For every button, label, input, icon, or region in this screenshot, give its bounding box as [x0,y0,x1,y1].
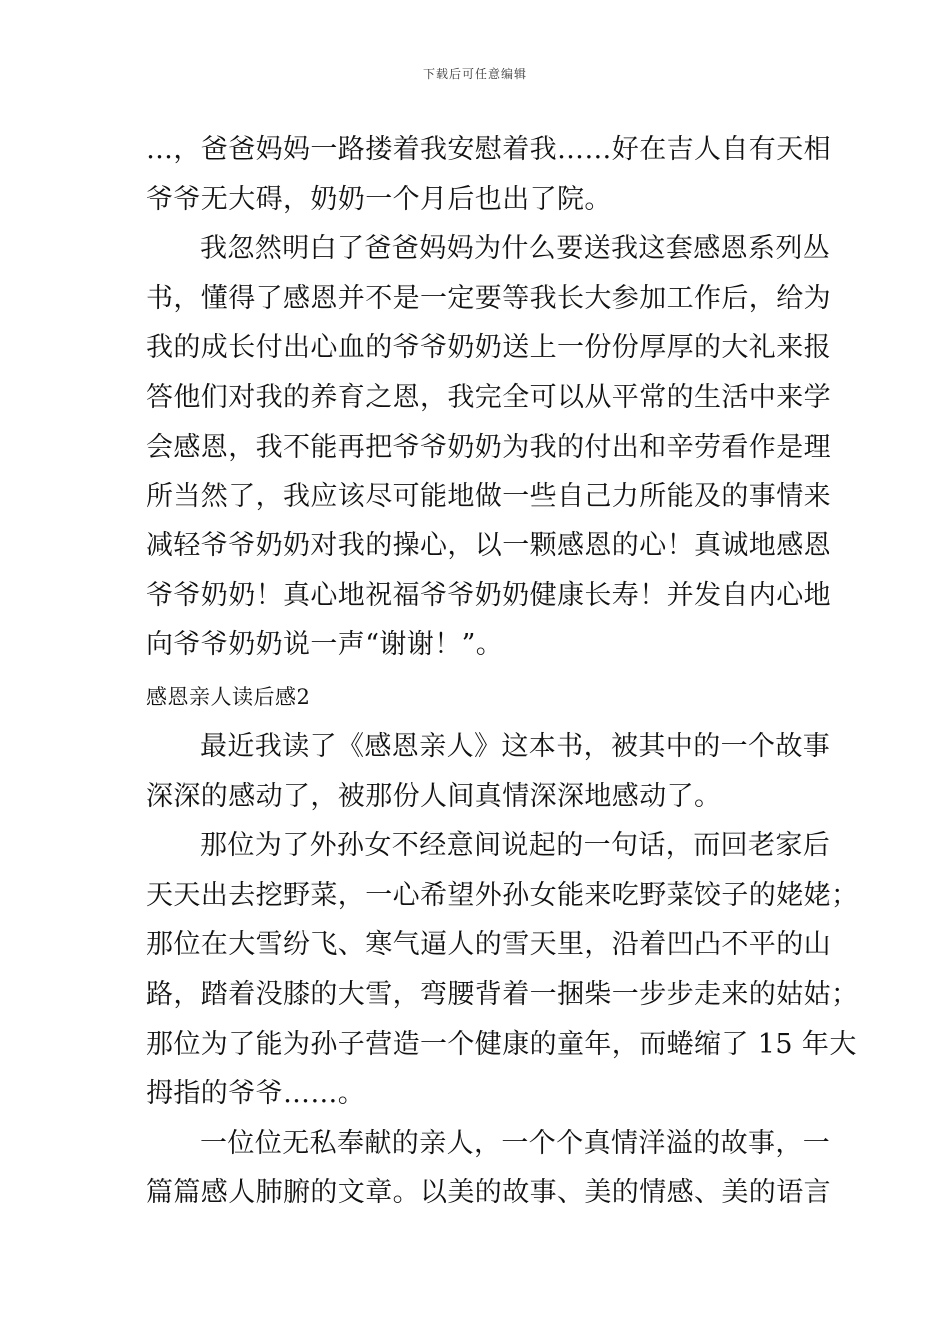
paragraph-line: 减轻爷爷奶奶对我的操心，以一颗感恩的心！真诚地感恩 [146,530,831,561]
paragraph-line: 爷爷无大碍，奶奶一个月后也出了院。 [146,184,612,215]
paragraph-line: 向爷爷奶奶说一声“谢谢！”。 [146,629,504,660]
paragraph-line: 那位在大雪纷飞、寒气逼人的雪天里，沿着凹凸不平的山 [146,929,831,960]
paragraph-line: 最近我读了《感恩亲人》这本书，被其中的一个故事 [200,731,831,762]
paragraph-line: 答他们对我的养育之恩，我完全可以从平常的生活中来学 [146,382,831,413]
section-heading: 感恩亲人读后感2 [146,685,311,709]
paragraph-line: 篇篇感人肺腑的文章。以美的故事、美的情感、美的语言 [146,1177,831,1208]
paragraph-line: 会感恩，我不能再把爷爷奶奶为我的付出和辛劳看作是理 [146,432,831,463]
paragraph-line: 所当然了，我应该尽可能地做一些自己力所能及的事情来 [146,481,831,512]
paragraph-line: 路，踏着没膝的大雪，弯腰背着一捆柴一步步走来的姑姑； [146,979,859,1010]
paragraph-line: 天天出去挖野菜，一心希望外孙女能来吃野菜饺子的姥姥； [146,880,859,911]
paragraph-line: 我忽然明白了爸爸妈妈为什么要送我这套感恩系列丛 [200,233,831,264]
paragraph-line: 深深的感动了，被那份人间真情深深地感动了。 [146,781,722,812]
paragraph-line: …，爸爸妈妈一路搂着我安慰着我……好在吉人自有天相 [146,134,831,165]
paragraph-line: 拇指的爷爷……。 [146,1078,366,1109]
page-header: 下载后可任意编辑 [422,67,527,81]
paragraph-line: 我的成长付出心血的爷爷奶奶送上一份份厚厚的大礼来报 [146,332,831,363]
paragraph-line: 爷爷奶奶！真心地祝福爷爷奶奶健康长寿！并发自内心地 [146,580,831,611]
paragraph-line: 一位位无私奉献的亲人，一个个真情洋溢的故事，一 [200,1128,831,1159]
paragraph-line: 那位为了能为孙子营造一个健康的童年，而蜷缩了 15 年大 [146,1029,857,1060]
paragraph-line: 书，懂得了感恩并不是一定要等我长大参加工作后，给为 [146,283,831,314]
paragraph-line: 那位为了外孙女不经意间说起的一句话，而回老家后 [200,830,831,861]
